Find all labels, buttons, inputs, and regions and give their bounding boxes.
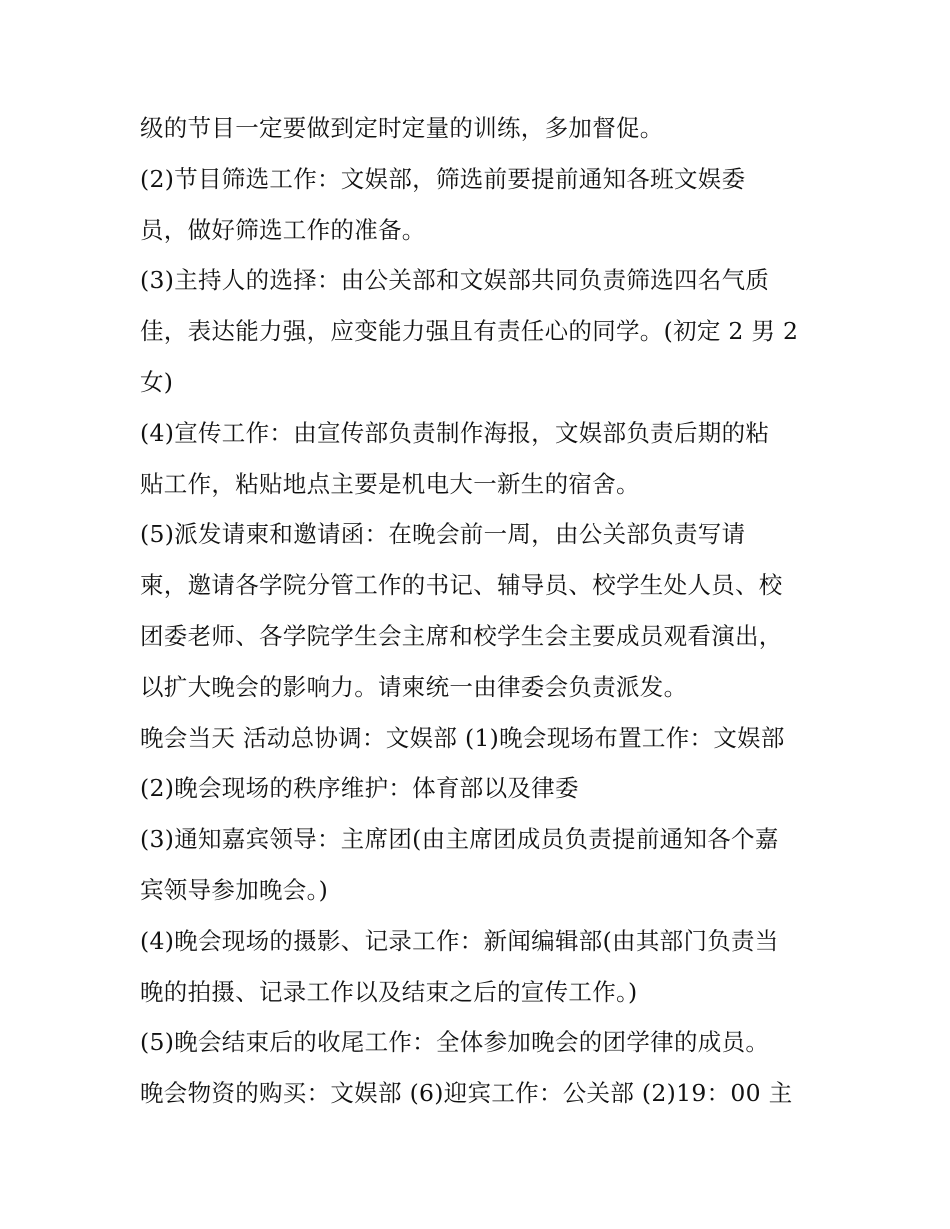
text-line: 宾领导参加晚会。) (140, 875, 329, 904)
text-line: (4)晚会现场的摄影、记录工作：新闻编辑部(由其部门负责当 (140, 926, 779, 955)
text-line: 以扩大晚会的影响力。请柬统一由律委会负责派发。 (140, 672, 688, 701)
text-line: (4)宣传工作：由宣传部负责制作海报，文娱部负责后期的粘 (140, 418, 770, 447)
text-line: 佳，表达能力强，应变能力强且有责任心的同学。(初定 2 男 2 (140, 317, 799, 346)
text-line: 级的节目一定要做到定时定量的训练，多加督促。 (140, 114, 664, 142)
text-line: (3)通知嘉宾领导：主席团(由主席团成员负责提前通知各个嘉 (140, 825, 779, 854)
text-line: (5)晚会结束后的收尾工作：全体参加晚会的团学律的成员。 (140, 1028, 770, 1057)
text-line: 晚会物资的购买：文娱部 (6)迎宾工作：公关部 (2)19：00 主 (140, 1079, 793, 1108)
text-line: 员，做好筛选工作的准备。 (140, 215, 426, 244)
text-line: 柬，邀请各学院分管工作的书记、辅导员、校学生处人员、校 (140, 571, 783, 600)
document-body (140, 103, 820, 1119)
text-line: (3)主持人的选择：由公关部和文娱部共同负责筛选四名气质 (140, 266, 770, 295)
text-line: 团委老师、各学院学生会主席和校学生会主要成员观看演出， (140, 621, 783, 650)
text-line: (2)晚会现场的秩序维护：体育部以及律委 (140, 774, 579, 803)
text-line: (2)节目筛选工作：文娱部，筛选前要提前通知各班文娱委 (140, 164, 746, 193)
text-line: 贴工作，粘贴地点主要是机电大一新生的宿舍。 (140, 469, 640, 498)
text-line: 晚会当天 活动总协调：文娱部 (1)晚会现场布置工作：文娱部 (140, 723, 785, 752)
text-line: (5)派发请柬和邀请函：在晚会前一周，由公关部负责写请 (140, 520, 746, 549)
text-line: 女) (140, 367, 174, 396)
text-line: 晚的拍摄、记录工作以及结束之后的宣传工作。) (140, 977, 638, 1006)
